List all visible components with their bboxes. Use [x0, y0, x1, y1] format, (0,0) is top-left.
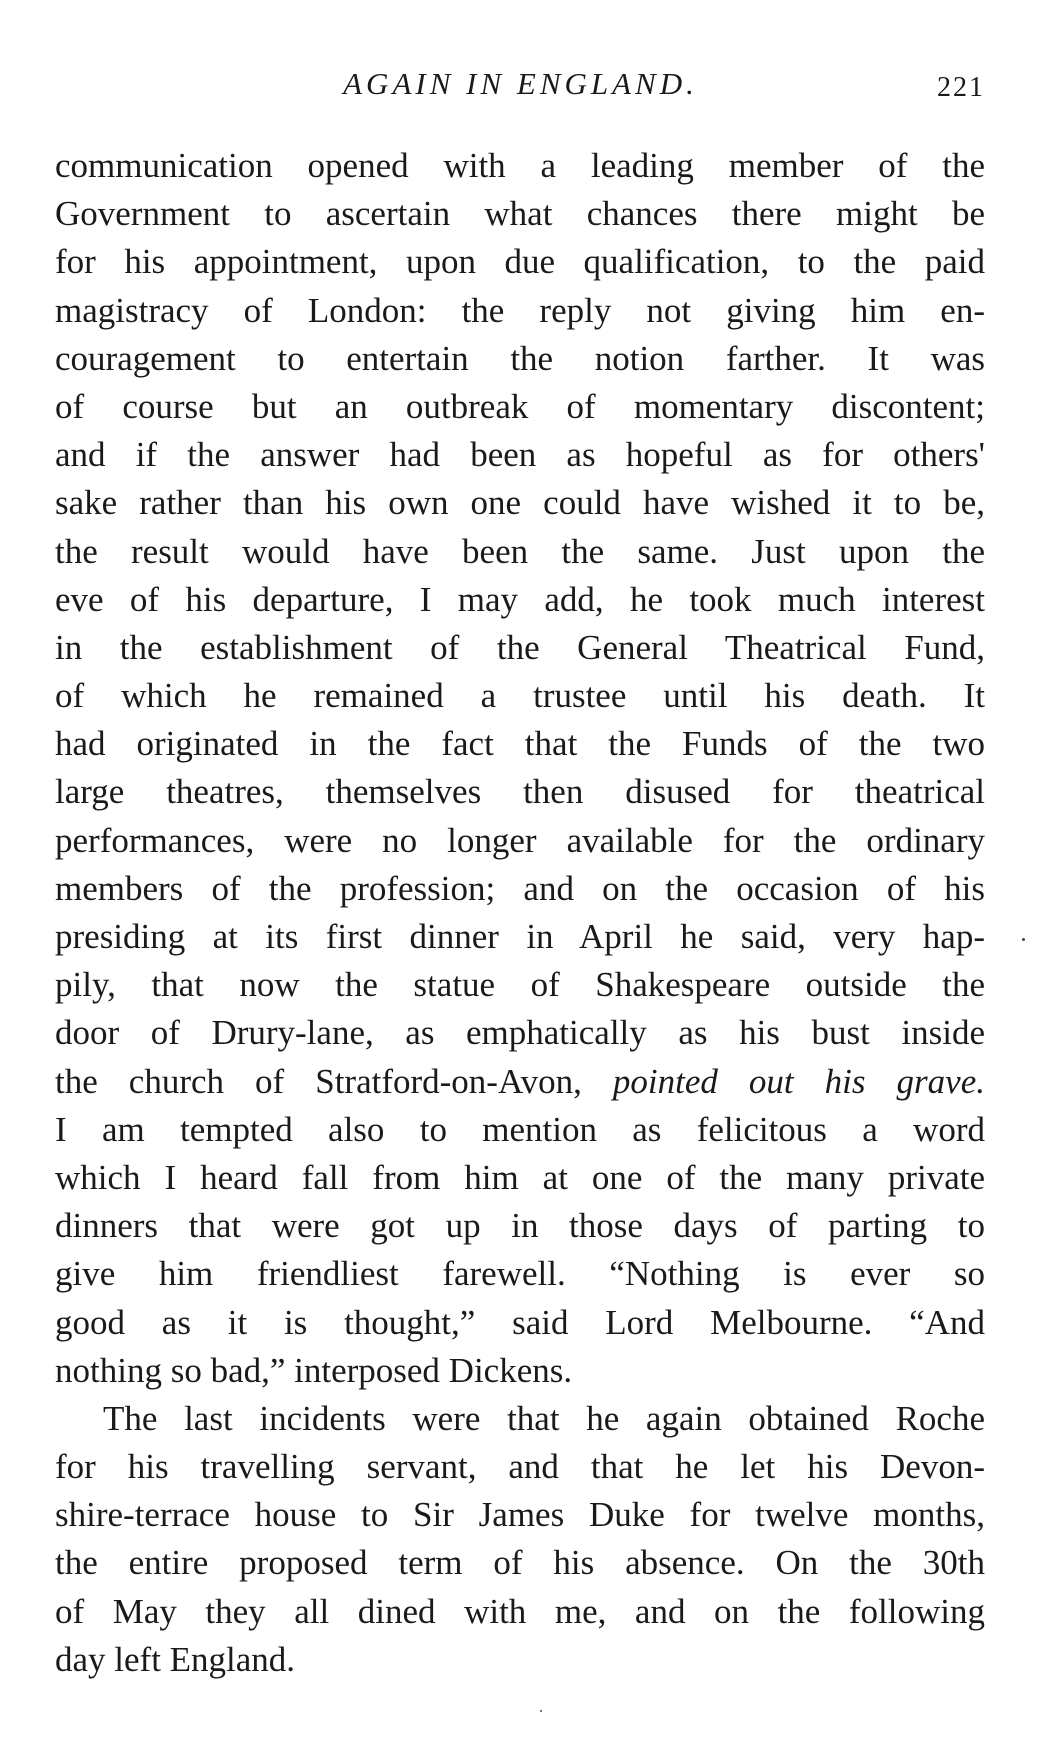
text-line: magistracy of London: the reply not giving him en-: [55, 290, 985, 330]
text-line: for his travelling servant, and that he let his Devon-: [55, 1447, 985, 1487]
text-line: which I heard fall from him at one of the many private: [55, 1157, 985, 1197]
print-speck: [540, 1710, 542, 1712]
text-line-with-italic: [55, 1058, 985, 1106]
text-line: for his appointment, upon due qualification, to the paid: [55, 242, 985, 282]
print-speck: [1022, 938, 1025, 941]
text-line: members of the profession; and on the occasion of his: [55, 868, 985, 908]
text-line: door of Drury-lane, as emphatically as his bust inside: [55, 1013, 985, 1053]
text-segment: the church of Stratford-on-Avon,: [55, 1061, 582, 1101]
italic-phrase: pointed out his grave.: [612, 1061, 986, 1101]
text-line: large theatres, themselves then disused for theatrical: [55, 772, 985, 812]
text-line: performances, were no longer available for the ordinary: [55, 820, 985, 860]
text-line: of course but an outbreak of momentary discontent;: [55, 386, 985, 426]
text-line: nothing so bad,” interposed Dickens.: [55, 1350, 573, 1390]
text-line: Government to ascertain what chances there might be: [55, 194, 985, 234]
text-line: of which he remained a trustee until his death. It: [55, 676, 985, 716]
text-line: give him friendliest farewell. “Nothing is ever so: [55, 1254, 985, 1294]
text-line: the entire proposed term of his absence. On the 30th: [55, 1543, 985, 1583]
running-header: [0, 64, 1041, 104]
text-line: The last incidents were that he again obtained Roche: [103, 1398, 985, 1438]
text-line: presiding at its first dinner in April he said, very hap-: [55, 917, 985, 956]
text-line: had originated in the fact that the Funds of the two: [55, 724, 985, 764]
page-number: 221: [937, 72, 985, 103]
text-line: couragement to entertain the notion farther. It was: [55, 338, 985, 378]
text-line: in the establishment of the General Theatrical Fund,: [55, 627, 985, 667]
text-line: shire-terrace house to Sir James Duke for twelve months,: [55, 1495, 985, 1535]
text-line: of May they all dined with me, and on the following: [55, 1591, 985, 1631]
text-line: the result would have been the same. Just upon the: [55, 531, 985, 571]
running-title: AGAIN IN ENGLAND.: [343, 66, 698, 101]
text-line: pily, that now the statue of Shakespeare outside the: [55, 965, 985, 1005]
body-text: [55, 142, 985, 1684]
text-line: day left England.: [55, 1639, 296, 1679]
text-line: and if the answer had been as hopeful as for others': [55, 435, 985, 475]
text-line: communication opened with a leading member of the: [55, 146, 985, 185]
text-line: dinners that were got up in those days of parting to: [55, 1206, 985, 1246]
text-line: I am tempted also to mention as felicitous a word: [55, 1109, 985, 1149]
text-line: good as it is thought,” said Lord Melbourne. “And: [55, 1302, 985, 1342]
text-line: sake rather than his own one could have wished it to be,: [55, 483, 985, 523]
text-line: eve of his departure, I may add, he took much interest: [55, 579, 985, 619]
